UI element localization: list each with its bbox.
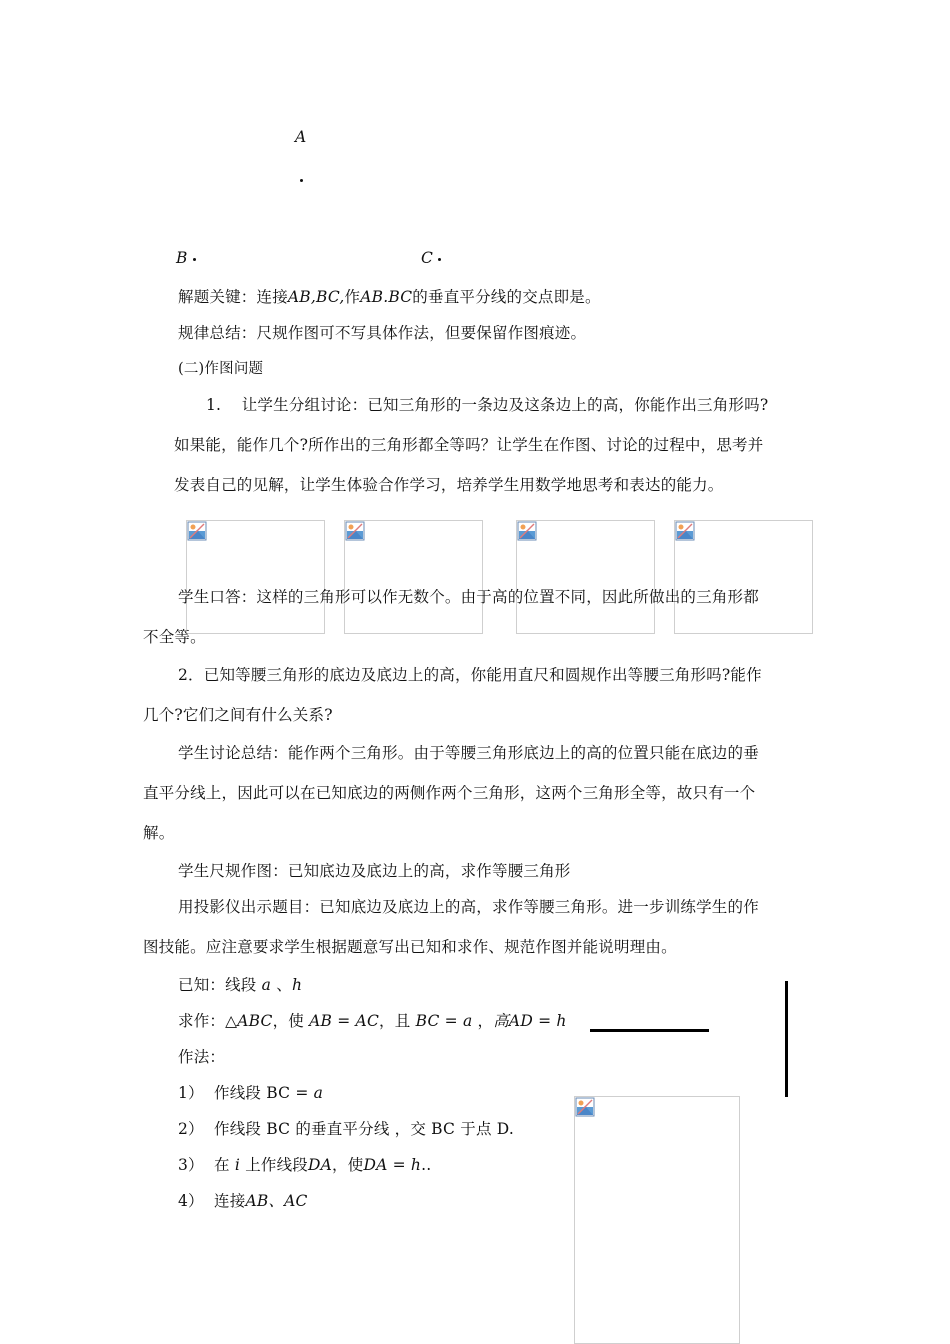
step-4 <box>178 1189 308 1211</box>
broken-image-icon <box>675 521 695 541</box>
ruler-task: 学生尺规作图：已知底边及底边上的高，求作等腰三角形 <box>178 862 571 880</box>
step-1-text: 作线段 BC = <box>214 1084 314 1102</box>
broken-image-icon <box>517 521 537 541</box>
method-title: 作法： <box>178 1048 226 1066</box>
q1-line1 <box>206 393 768 415</box>
q1-line2: 如果能，能作几个?所作出的三角形都全等吗？让学生在作图、讨论的过程中，思考并 <box>174 436 764 454</box>
require-eq2: BC = a <box>415 1012 473 1030</box>
discussion-line2: 直平分线上，因此可以在已知底边的两侧作两个三角形，这两个三角形全等，故只有一个 <box>143 784 756 802</box>
figure-image-4 <box>674 520 813 634</box>
broken-image-icon <box>345 521 365 541</box>
key-prefix: 解题关键：连接 <box>178 288 288 306</box>
key-mid: 作 <box>344 288 361 306</box>
q1-number: 1. <box>206 396 222 414</box>
q1-line3: 发表自己的见解，让学生体验合作学习，培养学生用数学地思考和表达的能力。 <box>174 476 724 494</box>
q1-text1: 让学生分组讨论：已知三角形的一条边及这条边上的高，你能作出三角形吗? <box>241 396 769 414</box>
discussion-line1: 学生讨论总结：能作两个三角形。由于等腰三角形底边上的高的位置只能在底边的垂 <box>178 744 759 762</box>
figure-image-3 <box>516 520 655 634</box>
point-b <box>176 249 196 267</box>
answer1-line1: 学生口答：这样的三角形可以作无数个。由于高的位置不同，因此所做出的三角形都 <box>178 588 759 606</box>
given-prefix: 已知：线段 <box>178 976 257 994</box>
point-label-b: B <box>176 249 188 267</box>
figure-image-2 <box>344 520 483 634</box>
point-a-dot <box>300 170 303 189</box>
step-4-num: 4） <box>178 1192 204 1210</box>
step-2-num: 2） <box>178 1120 204 1138</box>
step-4-text: 连接 <box>214 1192 246 1210</box>
step-3-text2: 上作线段 <box>245 1156 308 1174</box>
require-tri: ABC <box>237 1012 273 1030</box>
step-1-num: 1） <box>178 1084 204 1102</box>
require-p3: ， <box>477 1012 494 1030</box>
q2-line2: 几个?它们之间有什么关系? <box>143 706 333 724</box>
given-line <box>178 973 302 995</box>
projector-line1: 用投影仪出示题目：已知底边及底边上的高，求作等腰三角形。进一步训练学生的作 <box>178 898 759 916</box>
segment-h <box>785 981 788 1097</box>
step-3-var3: DA = h <box>363 1156 422 1174</box>
point-label-c: C <box>421 249 434 267</box>
step-1 <box>178 1081 323 1103</box>
step-3-text4: .. <box>421 1156 432 1174</box>
broken-image-icon <box>575 1097 595 1117</box>
section-title: (二)作图问题 <box>178 361 264 377</box>
step-3-text3: ，使 <box>332 1156 364 1174</box>
projector-line2: 图技能。应注意要求学生根据题意写出已知和求作、规范作图并能说明理由。 <box>143 938 677 956</box>
step-3-var2: DA <box>308 1156 333 1174</box>
point-c-dot <box>438 258 441 261</box>
step-2 <box>178 1117 514 1139</box>
segment-a <box>590 1029 709 1032</box>
figure-image-1 <box>186 520 325 634</box>
given-a: a <box>261 976 272 994</box>
step-1-var: a <box>313 1084 324 1102</box>
construction-image <box>574 1096 740 1344</box>
point-b-dot <box>193 258 196 261</box>
given-sep: 、 <box>276 976 292 994</box>
require-prefix: 求作：△ <box>178 1012 238 1030</box>
key-suffix: 的垂直平分线的交点即是。 <box>412 288 601 306</box>
require-p2: ，且 <box>379 1012 411 1030</box>
discussion-line3: 解。 <box>143 824 175 842</box>
given-h: h <box>291 976 303 994</box>
rule-line: 规律总结：尺规作图可不写具体作法，但要保留作图痕迹。 <box>178 324 587 342</box>
step-4-var: AB、AC <box>245 1192 308 1210</box>
point-c <box>421 249 441 267</box>
q2-line1: 2．已知等腰三角形的底边及底边上的高，你能用直尺和圆规作出等腰三角形吗?能作 <box>178 666 762 684</box>
broken-image-icon <box>187 521 207 541</box>
answer1-line2: 不全等。 <box>143 628 206 646</box>
step-3 <box>178 1153 431 1175</box>
step-3-var: i <box>234 1156 241 1174</box>
step-3-text: 在 <box>214 1156 230 1174</box>
key-seg2: AB.BC <box>360 288 413 306</box>
require-eq1: AB = AC <box>309 1012 380 1030</box>
point-label-a: A <box>295 128 307 146</box>
require-eq3: 高AD = h <box>493 1012 567 1030</box>
key-seg1: AB,BC, <box>287 288 345 306</box>
step-2-text: 作线段 BC 的垂直平分线 ，交 BC 于点 D. <box>214 1120 514 1138</box>
key-line <box>178 285 601 307</box>
step-3-num: 3） <box>178 1156 204 1174</box>
require-line <box>178 1009 567 1031</box>
require-p1: ，使 <box>272 1012 304 1030</box>
